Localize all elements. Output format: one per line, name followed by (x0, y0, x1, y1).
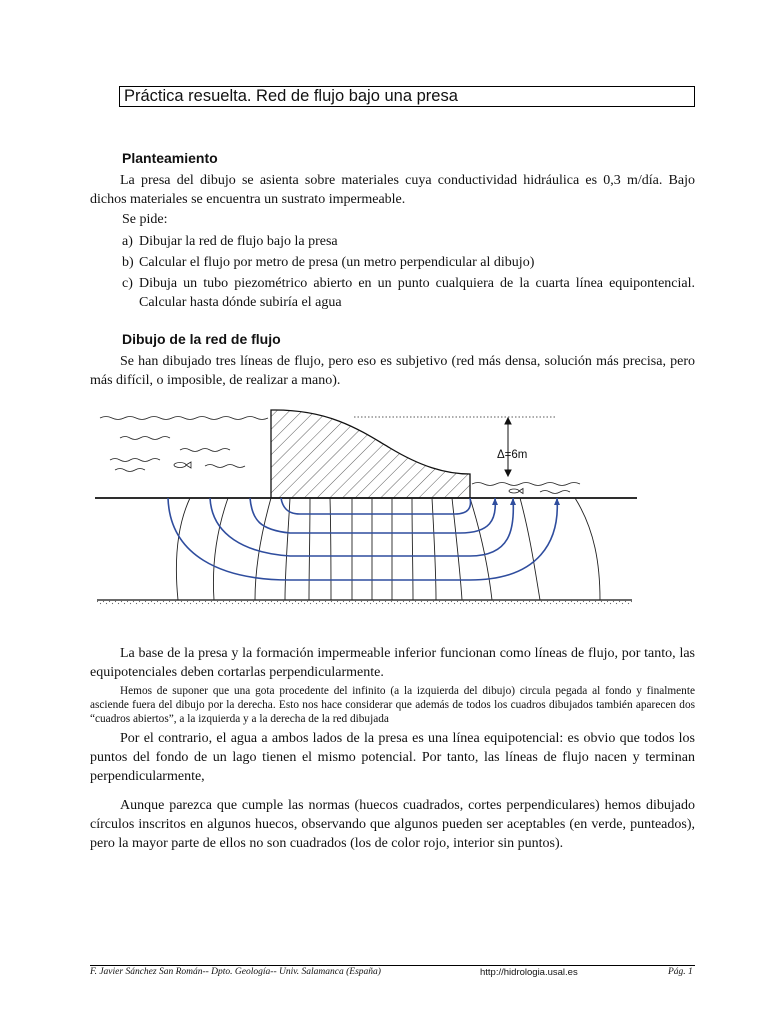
list-text: Calcular el flujo por metro de presa (un metro perpendicular al dibujo) (139, 255, 535, 270)
intro-paragraph: La presa del dibujo se asienta sobre materiales cuya conductividad hidráulica es 0,3 m/día. Bajo dichos materiales se encuentra un sustrato impermeable. (90, 173, 695, 207)
flow-line (281, 498, 470, 514)
heading-planteamiento: Planteamiento (122, 150, 218, 166)
list-marker: c) (122, 276, 133, 291)
fish-icon (174, 462, 191, 468)
paragraph-gota: Hemos de suponer que una gota procedente del infinito (a la izquierda del dibujo) circula pegada al fondo y finalmente asciende fuera del dibujo por la derecha. Esto nos hace considerar que además de todos los cuadros dibujados también aparecen dos “cuadros abiertos”, a la izquierda y a la derecha de la red dibujada (90, 685, 695, 725)
paragraph-circulos: Aunque parezca que cumple las normas (huecos cuadrados, cortes perpendiculares) hemos dibujado círculos inscritos en algunos huecos, observando que algunos pueden ser aceptables (en verde, punteados), pero la mayor parte de ellos no son cuadrados (los de color rojo, interior sin puntos). (90, 798, 695, 851)
flow-arrow-icon (510, 498, 516, 505)
list-marker: a) (122, 234, 133, 249)
footer-url[interactable]: http://hidrologia.usal.es (480, 967, 578, 978)
se-pide-text: Se pide: (122, 212, 168, 227)
flow-lines (168, 498, 557, 580)
flow-line (168, 498, 557, 580)
list-text: Dibujar la red de flujo bajo la presa (139, 234, 338, 249)
list-text: Dibuja un tubo piezométrico abierto en un punto cualquiera de la cuarta línea equipontencial. Calcular hasta dónde subiría el agua (139, 276, 695, 310)
flow-arrows (492, 498, 560, 505)
list-marker: b) (122, 255, 134, 270)
footer-author: F. Javier Sánchez San Román-- Dpto. Geología-- Univ. Salamanca (España) (90, 967, 381, 977)
delta-arrow (505, 418, 511, 476)
flow-arrow-icon (492, 498, 498, 505)
impermeable-texture (97, 600, 632, 605)
page-title: Práctica resuelta. Red de flujo bajo una presa (119, 86, 695, 107)
delta-label: Δ=6m (497, 449, 528, 461)
water-waves-right (472, 483, 580, 494)
paragraph-base: La base de la presa y la formación impermeable inferior funcionan como líneas de flujo, por tanto, las equipotenciales deben cortarlas perpendicularmente. (90, 646, 695, 680)
footer-page-number: Pág. 1 (668, 967, 693, 977)
paragraph-contrario: Por el contrario, el agua a ambos lados de la presa es una línea equipotencial: es obvio que todos los puntos del fondo de un lago tienen el mismo potencial. Por tanto, las líneas de flujo nacen y terminan perpendicularmente, (90, 731, 695, 784)
heading-red-de-flujo: Dibujo de la red de flujo (122, 331, 281, 347)
flow-line (250, 498, 495, 533)
footer-divider (90, 965, 695, 966)
flow-arrow-icon (554, 498, 560, 505)
fish-icon (509, 489, 523, 494)
dam-body (271, 410, 470, 498)
flow-line (210, 498, 513, 556)
red-intro-paragraph: Se han dibujado tres líneas de flujo, pero eso es subjetivo (red más densa, solución más precisa, pero más difícil, o imposible, de realizar a mano). (90, 354, 695, 388)
